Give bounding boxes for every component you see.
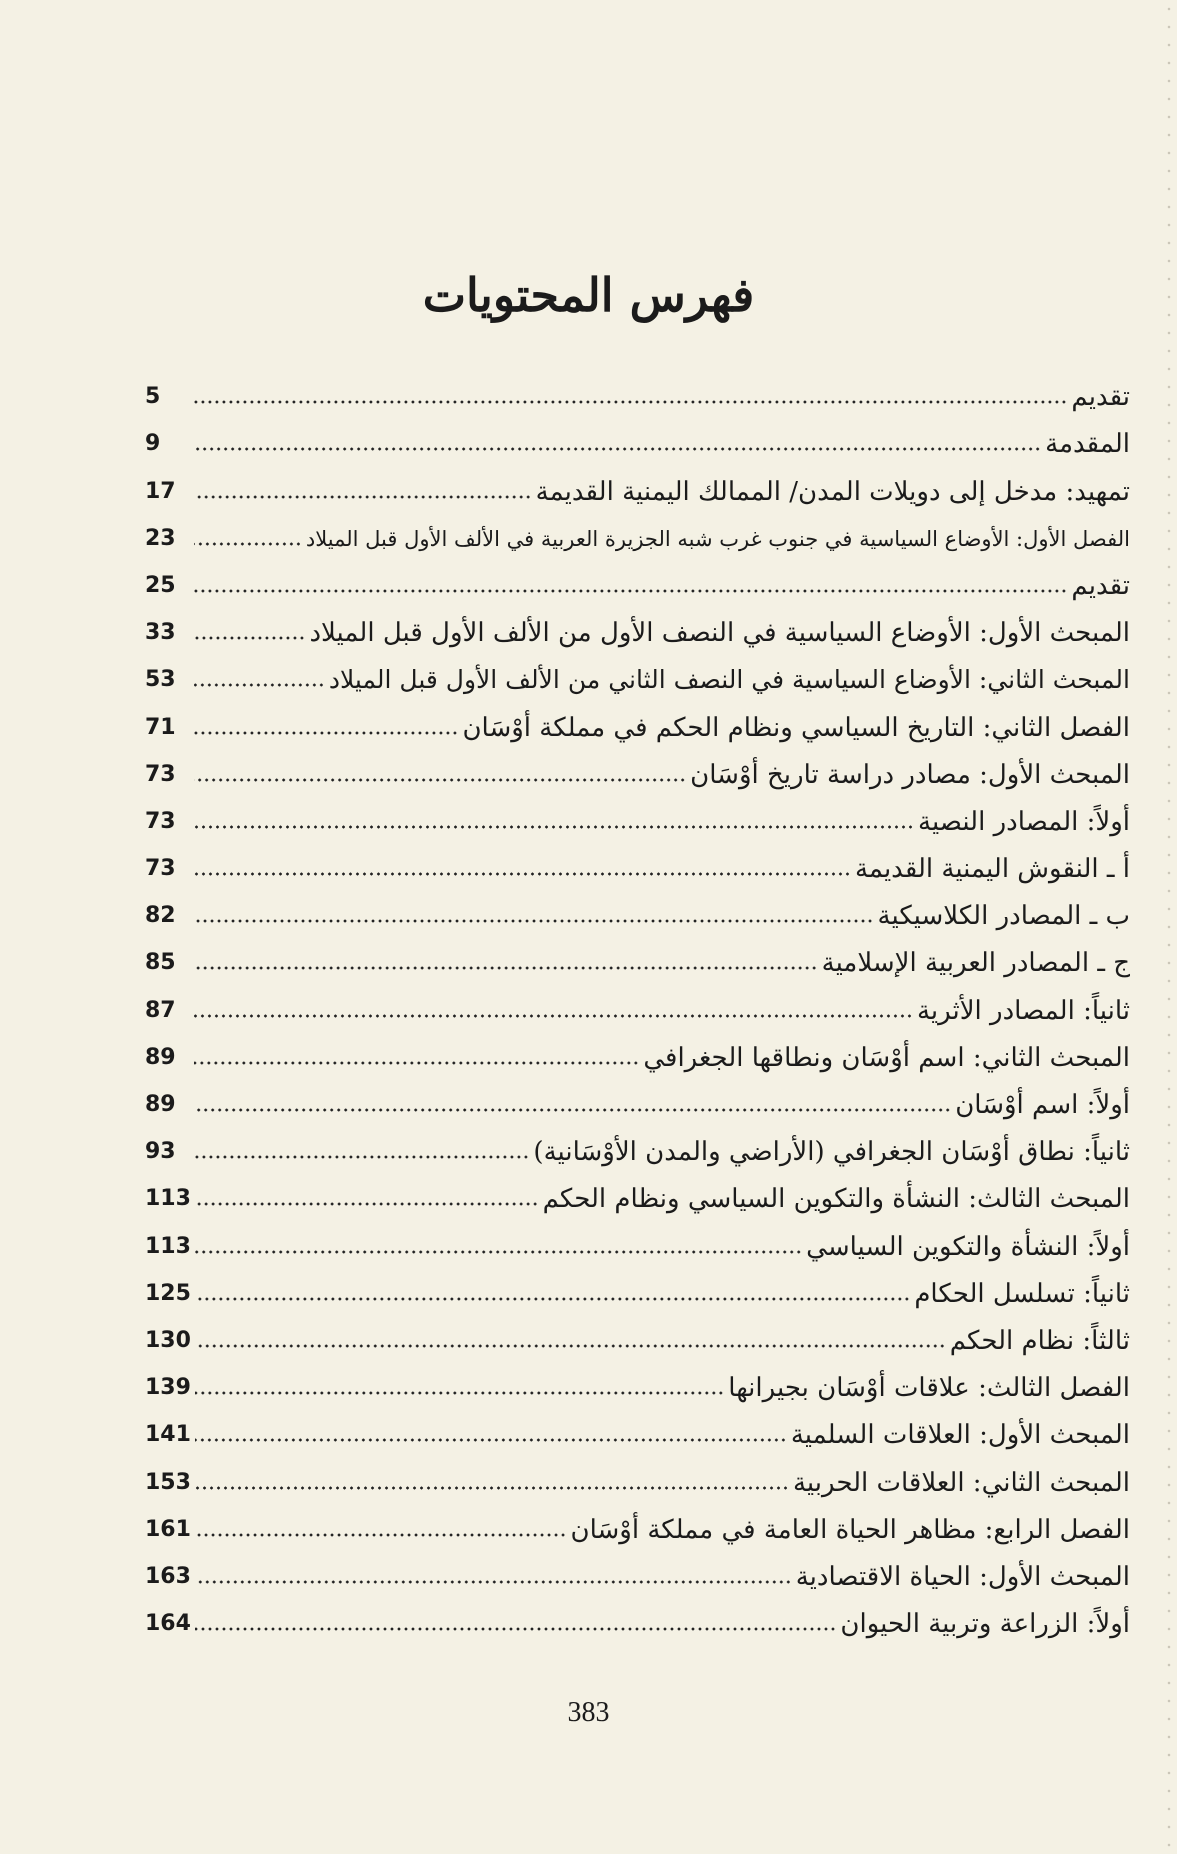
toc-page-number: 164 bbox=[145, 1611, 191, 1637]
toc-entry bbox=[145, 1453, 1130, 1500]
toc-entry-label: الفصل الأول: الأوضاع السياسية في جنوب غرب شبه الجزيرة العربية في الألف الأول قبل الميلاد bbox=[305, 526, 1130, 551]
toc-entry-label: تمهيد: مدخل إلى دويلات المدن/ الممالك اليمنية القديمة bbox=[535, 476, 1130, 507]
dot-leader bbox=[195, 1296, 910, 1302]
toc-entry bbox=[145, 1123, 1130, 1170]
toc-page-number: 89 bbox=[145, 1092, 176, 1117]
toc-page-number: 113 bbox=[145, 1233, 191, 1259]
toc-entry bbox=[145, 1170, 1130, 1217]
dot-leader bbox=[194, 588, 1067, 594]
toc-page-number: 113 bbox=[145, 1186, 191, 1212]
toc-entry bbox=[145, 1217, 1130, 1264]
toc-page-number: 25 bbox=[145, 572, 176, 598]
dot-leader bbox=[194, 918, 874, 924]
toc-entry-label: أولاً: اسم أوْسَان bbox=[955, 1090, 1130, 1120]
toc-entry bbox=[145, 934, 1130, 981]
toc-page-number: 163 bbox=[145, 1563, 191, 1589]
toc-entry-label: المبحث الثاني: اسم أوْسَان ونطاقها الجغرافي bbox=[643, 1042, 1130, 1073]
toc-entry-label: المبحث الأول: الأوضاع السياسية في النصف الأول من الألف الأول قبل الميلاد bbox=[309, 618, 1130, 649]
toc-entry-label: ثانياً: تسلسل الحكام bbox=[914, 1278, 1130, 1309]
toc-page-number: 130 bbox=[145, 1327, 191, 1353]
toc-entry-label: ثانياً: نطاق أوْسَان الجغرافي (الأراضي والمدن الأوْسَانية) bbox=[533, 1137, 1130, 1168]
dot-leader bbox=[195, 1249, 802, 1255]
toc-entry bbox=[145, 793, 1130, 840]
dot-leader bbox=[195, 1579, 792, 1585]
toc-page-number: 85 bbox=[145, 950, 176, 976]
dot-leader bbox=[194, 635, 305, 641]
toc-entry bbox=[145, 1029, 1130, 1076]
toc-entry-label: الفصل الرابع: مظاهر الحياة العامة في مملكة أوْسَان bbox=[570, 1514, 1130, 1545]
toc-page-number: 71 bbox=[145, 714, 176, 740]
dot-leader bbox=[195, 1532, 567, 1538]
toc-entry-label: المقدمة bbox=[1045, 429, 1130, 460]
toc-entry-label: المبحث الأول: الحياة الاقتصادية bbox=[795, 1561, 1130, 1592]
toc-entry bbox=[145, 557, 1130, 604]
dot-leader bbox=[195, 1390, 724, 1396]
toc-entry-label: تقديم bbox=[1071, 382, 1130, 413]
dot-leader bbox=[194, 446, 1041, 452]
toc-entry bbox=[145, 604, 1130, 651]
dot-leader bbox=[195, 1343, 946, 1349]
page-number: 383 bbox=[567, 1697, 610, 1728]
toc-page-number: 89 bbox=[145, 1044, 176, 1070]
toc-entry bbox=[145, 1265, 1130, 1312]
dot-leader bbox=[194, 824, 914, 830]
toc-entry-label: أولاً: المصادر النصية bbox=[918, 806, 1130, 837]
toc-entry-label: ثالثاً: نظام الحكم bbox=[949, 1325, 1130, 1356]
toc-entry bbox=[145, 840, 1130, 887]
toc-entry bbox=[145, 510, 1130, 557]
toc-entry bbox=[145, 1595, 1130, 1642]
toc-entry-label: أولاً: الزراعة وتربية الحيوان bbox=[840, 1609, 1130, 1640]
toc-page-number: 87 bbox=[145, 997, 176, 1023]
dot-leader bbox=[194, 1107, 951, 1113]
dot-leader bbox=[194, 541, 302, 547]
toc-entry-label: ب ـ المصادر الكلاسيكية bbox=[877, 901, 1130, 932]
dot-leader bbox=[194, 399, 1067, 405]
toc-entry-label: المبحث الثاني: الأوضاع السياسية في النصف الثاني من الألف الأول قبل الميلاد bbox=[328, 665, 1130, 695]
dot-leader bbox=[195, 1201, 539, 1207]
toc-entry-label: المبحث الثاني: العلاقات الحربية bbox=[792, 1467, 1130, 1498]
toc-entry-label: المبحث الثالث: النشأة والتكوين السياسي ونظام الحكم bbox=[542, 1184, 1130, 1215]
dot-leader bbox=[194, 1060, 639, 1066]
toc-entry bbox=[145, 1406, 1130, 1453]
toc-entry bbox=[145, 698, 1130, 745]
dot-leader bbox=[194, 871, 851, 877]
toc-entry bbox=[145, 887, 1130, 934]
toc-page-number: 73 bbox=[145, 808, 176, 834]
toc-page-number: 9 bbox=[145, 431, 161, 457]
toc-entry-label: أولاً: النشأة والتكوين السياسي bbox=[806, 1231, 1130, 1262]
toc-entry bbox=[145, 746, 1130, 793]
toc-entry-label: المبحث الأول: العلاقات السلمية bbox=[790, 1420, 1130, 1451]
toc-page-number: 161 bbox=[145, 1516, 191, 1542]
toc-entry bbox=[145, 651, 1130, 698]
toc-page-number: 93 bbox=[145, 1139, 176, 1165]
toc-entry-label: الفصل الثاني: التاريخ السياسي ونظام الحكم في مملكة أوْسَان bbox=[462, 712, 1130, 743]
toc-entry bbox=[145, 981, 1130, 1028]
toc-entry bbox=[145, 1359, 1130, 1406]
toc-page-number: 17 bbox=[145, 478, 176, 504]
toc-page-number: 53 bbox=[145, 667, 176, 693]
toc-entry-label: المبحث الأول: مصادر دراسة تاريخ أوْسَان bbox=[690, 759, 1130, 790]
toc-page-number: 82 bbox=[145, 903, 176, 929]
dot-leader bbox=[194, 730, 458, 736]
toc-page-number: 33 bbox=[145, 620, 176, 646]
toc-page-number: 73 bbox=[145, 761, 176, 787]
toc-entry bbox=[145, 462, 1130, 509]
dot-leader bbox=[195, 1485, 789, 1491]
dot-leader bbox=[194, 965, 818, 971]
dot-leader bbox=[195, 1437, 787, 1443]
toc-entry bbox=[145, 1312, 1130, 1359]
toc-entry-label: ج ـ المصادر العربية الإسلامية bbox=[821, 948, 1130, 979]
toc-entry bbox=[145, 1501, 1130, 1548]
dot-leader bbox=[194, 494, 532, 500]
table-of-contents bbox=[145, 368, 1130, 1642]
toc-entry bbox=[145, 368, 1130, 415]
toc-entry bbox=[145, 1076, 1130, 1123]
toc-entry-label: الفصل الثالث: علاقات أوْسَان بجيرانها bbox=[728, 1373, 1130, 1404]
toc-page-number: 73 bbox=[145, 856, 176, 882]
toc-entry-label: ثانياً: المصادر الأثرية bbox=[916, 995, 1130, 1026]
toc-page-number: 5 bbox=[145, 384, 161, 410]
toc-entry bbox=[145, 415, 1130, 462]
toc-page-number: 139 bbox=[145, 1375, 191, 1401]
toc-entry-label: أ ـ النقوش اليمنية القديمة bbox=[854, 854, 1130, 885]
page-title: فهرس المحتويات bbox=[422, 268, 755, 322]
toc-page-number: 23 bbox=[145, 525, 176, 551]
toc-entry-label: تقديم bbox=[1071, 570, 1130, 601]
dot-leader bbox=[194, 777, 686, 783]
dot-leader bbox=[195, 1626, 836, 1632]
dot-leader bbox=[194, 682, 325, 688]
toc-page-number: 153 bbox=[145, 1469, 191, 1495]
toc-entry bbox=[145, 1548, 1130, 1595]
toc-page-number: 125 bbox=[145, 1280, 191, 1306]
dot-leader bbox=[194, 1013, 913, 1019]
dot-leader bbox=[194, 1154, 529, 1160]
toc-page-number: 141 bbox=[145, 1422, 191, 1448]
